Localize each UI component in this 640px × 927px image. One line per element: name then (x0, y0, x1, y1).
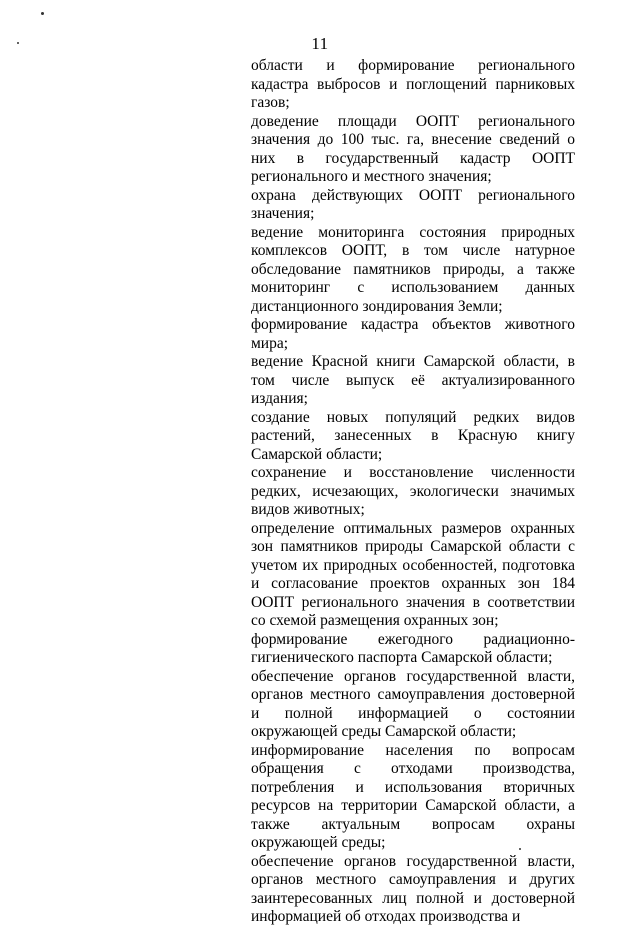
paragraph: области и формирование регионального кадастра выбросов и поглощений парниковых газов; (251, 57, 575, 111)
paragraph: обеспечение органов государственной власти, органов местного самоуправления и других заинтересованных лиц полной и достоверной информацией об отходах производства и (251, 852, 575, 925)
paragraph: создание новых популяций редких видов растений, занесенных в Красную книгу Самарской области; (251, 408, 575, 463)
paragraph: сохранение и восстановление численности редких, исчезающих, экологически значимых видов животных; (251, 464, 575, 518)
paragraph: охрана действующих ООПТ регионального значения; (251, 186, 575, 222)
document-body (251, 57, 575, 927)
paragraph: формирование кадастра объектов животного мира; (251, 316, 575, 352)
paragraph: формирование ежегодного радиационно-гигиенического паспорта Самарской области; (251, 630, 575, 666)
paragraph: определение оптимальных размеров охранных зон памятников природы Самарской области с учетом их природных особенностей, подготовка и согласование проектов охранных зон 184 ООПТ регионального значения в соответствии со схемой размещения охранных зон; (251, 519, 575, 629)
paragraph: доведение площади ООПТ регионального значения до 100 тыс. га, внесение сведений о них в государственный кадастр ООПТ регионального и местного значения; (251, 112, 575, 185)
paragraph: ведение Красной книги Самарской области, в том числе выпуск её актуализированного издания; (251, 353, 575, 407)
paragraph: ведение мониторинга состояния природных комплексов ООПТ, в том числе натурное обследование памятников природы, а также мониторинг с использованием данных дистанционного зондирования Земли; (251, 223, 575, 315)
scan-speck-mark (519, 848, 521, 850)
paragraph: информирование населения по вопросам обращения с отходами производства, потребления и использования вторичных ресурсов на территории Самарской области, а также актуальным вопросам охраны окружающей среды; (251, 741, 575, 851)
page-number: 11 (311, 34, 329, 53)
scan-speck-mark (41, 12, 44, 15)
paragraph: обеспечение органов государственной власти, органов местного самоуправления достоверной и полной информацией о состоянии окружающей среды Самарской области; (251, 667, 575, 740)
